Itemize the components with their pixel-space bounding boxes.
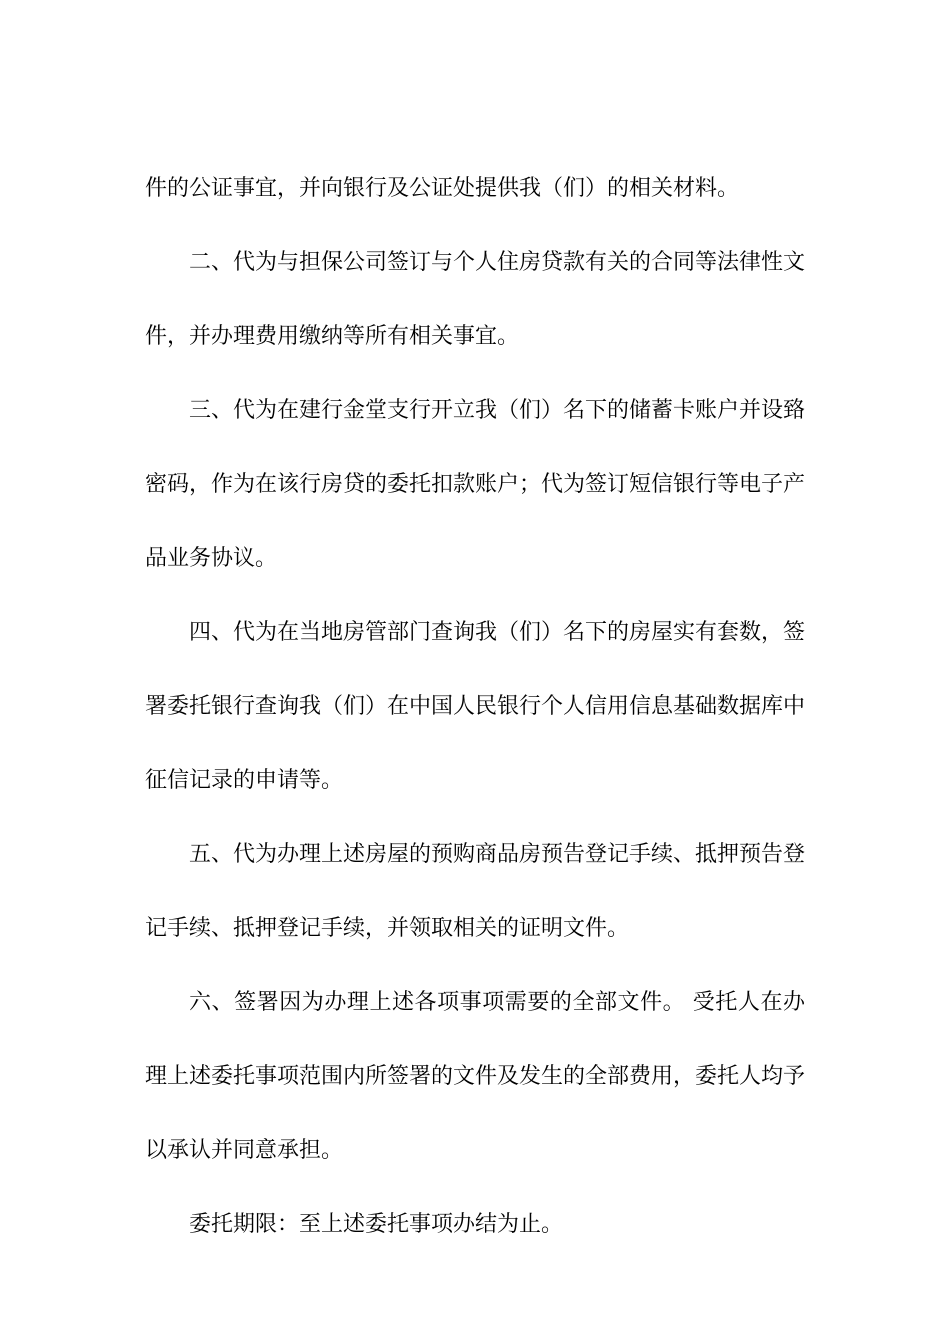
paragraph-item-6: 六、签署因为办理上述各项事项需要的全部文件。 受托人在办理上述委托事项范围内所签署的文件及发生的全部费用，委托人均予以承认并同意承担。 (145, 990, 806, 1163)
paragraph-item-4: 四、代为在当地房管部门查询我（们）名下的房屋实有套数，签署委托银行查询我（们）在中国人民银行个人信用信息基础数据库中征信记录的申请等。 (145, 620, 806, 793)
paragraph-continuation: 件的公证事宜，并向银行及公证处提供我（们）的相关材料。 (145, 176, 740, 201)
paragraph-term: 委托期限：至上述委托事项办结为止。 (189, 1212, 564, 1237)
paragraph-item-3: 三、代为在建行金堂支行开立我（们）名下的储蓄卡账户并设臵密码，作为在该行房贷的委托扣款账户；代为签订短信银行等电子产品业务协议。 (145, 398, 806, 571)
document-body (145, 152, 805, 1262)
paragraph-item-2: 二、代为与担保公司签订与个人住房贷款有关的合同等法律性文件，并办理费用缴纳等所有相关事宜。 (145, 250, 806, 349)
paragraph-item-5: 五、代为办理上述房屋的预购商品房预告登记手续、抵押预告登记手续、抵押登记手续，并领取相关的证明文件。 (145, 842, 806, 941)
